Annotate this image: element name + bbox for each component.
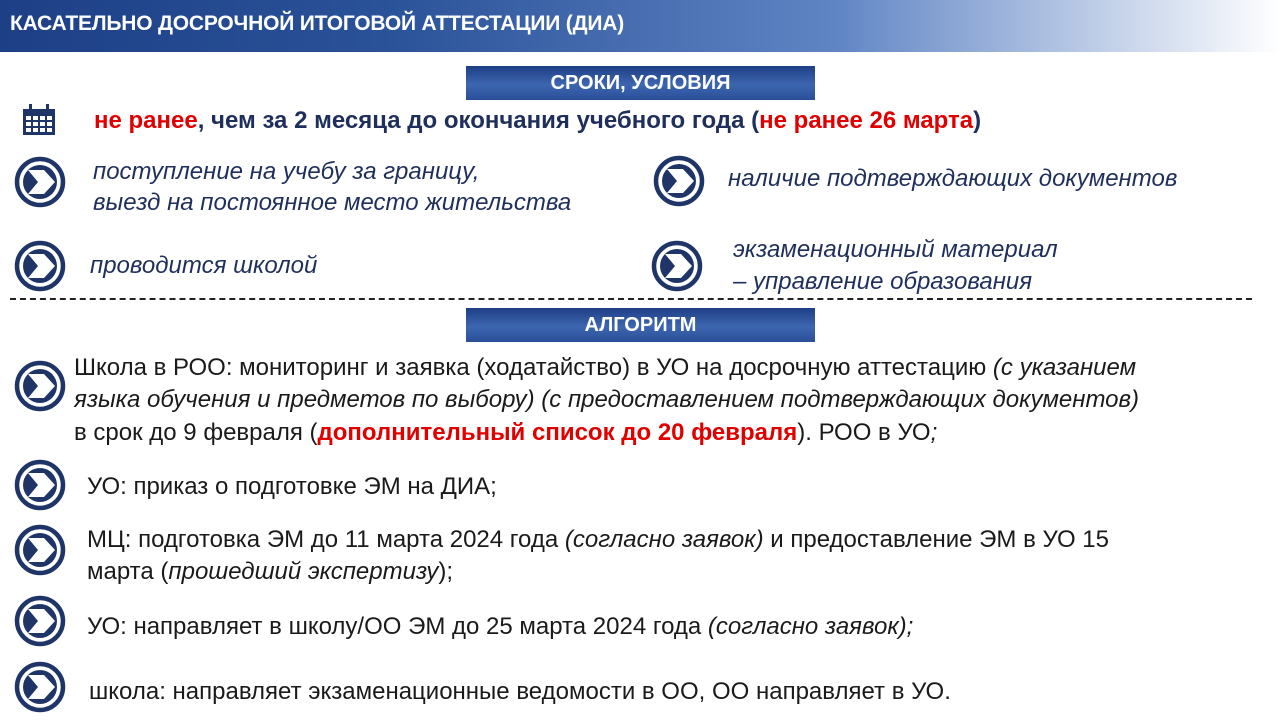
arrow-circle-icon (14, 459, 66, 511)
step-3-end: ); (438, 558, 453, 585)
deadline-part-4: ) (973, 107, 982, 134)
step-3-text-2: и предоставление ЭМ в УО 15 (763, 526, 1109, 553)
step-1-text: Школа в РОО: мониторинг и заявка (ходатайство) в УО на досрочную аттестацию (74, 354, 993, 381)
step-1-end: ; (930, 419, 938, 446)
step-1-extra-list: дополнительный список до 20 февраля (317, 419, 798, 446)
section-banner-algorithm: АЛГОРИТМ (466, 308, 815, 342)
arrow-circle-icon (14, 661, 66, 713)
deadline-emph-2: не ранее 26 марта (759, 107, 974, 134)
step-3-expertise: прошедший экспертизу (168, 558, 439, 585)
step-2: УО: приказ о подготовке ЭМ на ДИА; (87, 473, 497, 500)
condition-abroad-line1: поступление на учебу за границу, (93, 158, 480, 185)
step-5: школа: направляет экзаменационные ведомости в ОО, ОО направляет в УО. (89, 678, 951, 705)
step-3-march: марта ( (87, 558, 169, 585)
arrow-circle-icon (14, 240, 66, 292)
deadline-text (94, 106, 981, 135)
step-3-line2 (87, 557, 453, 586)
step-1-deadline: в срок до 9 февраля ( (74, 419, 318, 446)
step-4-note: (согласно заявок); (707, 613, 914, 640)
arrow-circle-icon (14, 524, 66, 576)
title-bar (0, 0, 1280, 52)
arrow-circle-icon (651, 240, 703, 292)
deadline-part-2: , чем за 2 месяца до окончания учебного года ( (197, 107, 760, 134)
page-title: КАСАТЕЛЬНО ДОСРОЧНОЙ ИТОГОВОЙ АТТЕСТАЦИИ (ДИА) (10, 12, 624, 35)
step-4 (87, 612, 913, 641)
section-divider (10, 298, 1252, 300)
step-1-note: (с указанием (992, 354, 1137, 381)
step-3-text: МЦ: подготовка ЭМ до 11 марта 2024 года (87, 526, 565, 553)
condition-documents: наличие подтверждающих документов (728, 165, 1178, 192)
condition-school: проводится школой (90, 252, 318, 279)
condition-abroad-line2: выезд на постоянное место жительства (93, 189, 572, 216)
step-1-line2: языка обучения и предметов по выбору) (с предоставлением подтверждающих документов) (74, 386, 1140, 413)
arrow-circle-icon (14, 360, 66, 412)
condition-material-line1: экзаменационный материал (733, 236, 1058, 263)
step-4-text: УО: направляет в школу/ОО ЭМ до 25 марта 2024 года (87, 613, 708, 640)
step-1-roo: ). РОО в УО (797, 419, 931, 446)
step-1-line1 (74, 353, 1136, 382)
step-3-note: (согласно заявок) (564, 526, 764, 553)
arrow-circle-icon (14, 156, 66, 208)
step-3-line1 (87, 525, 1109, 554)
step-1-line3 (74, 418, 937, 447)
section-banner-terms: СРОКИ, УСЛОВИЯ (466, 66, 815, 100)
condition-material-line2: – управление образования (733, 268, 1033, 295)
calendar-icon (22, 104, 56, 136)
deadline-emph-1: не ранее (94, 107, 198, 134)
arrow-circle-icon (14, 595, 66, 647)
arrow-circle-icon (653, 155, 705, 207)
